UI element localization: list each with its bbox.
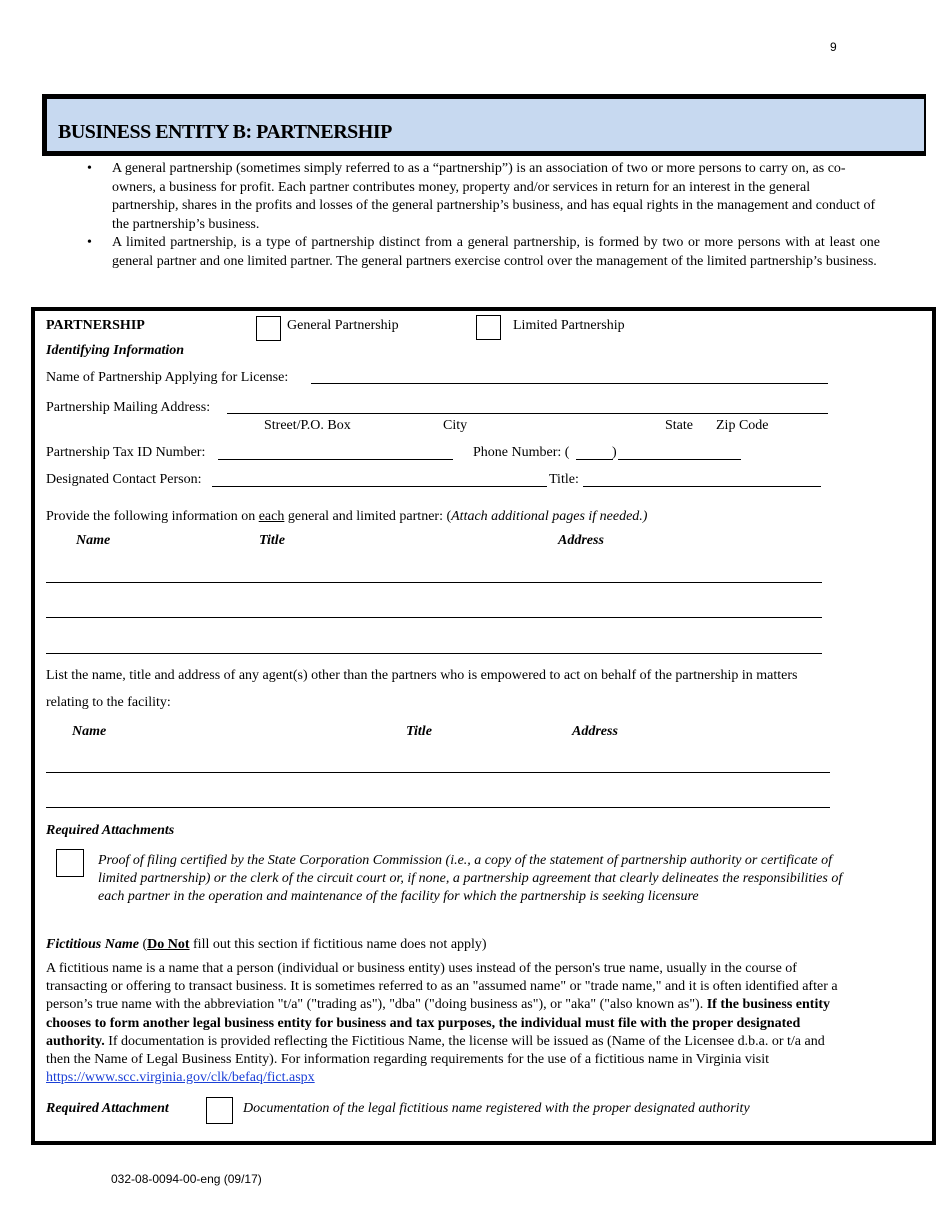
identifying-information-heading: Identifying Information [46,343,185,358]
tax-id-field[interactable] [218,459,453,460]
agent-row-line[interactable] [46,772,830,773]
agent-row-line[interactable] [46,807,830,808]
fictitious-name-explanation: A fictitious name is a name that a person (individual or business entity) uses instead of the person's true name, usually in the course of transacting or offering to transact business. It is sometimes referred to as an "assumed name" or "trade name," and it is often identified after a person’s true name with the abbreviation "t/a" ("trading as"), "dba" ("doing business as"), or "aka" ("also known as"). If the business entity chooses to form another legal business entity for business and tax purposes, the individual must file with the proper designated authority. If documentation is provided reflecting the Fictitious Name, the license will be issued as (Name of the Licensee d.b.a. or t/a and then the Name of Legal Business Entity). For information regarding requirements for the use of a fictitious name in Virginia visit https://www.scc.virginia.gov/clk/befaq/fict.aspx [46,961,838,1086]
bullet-limited-partnership: • A limited partnership, is a type of partnership distinct from a general partnership, is formed by two or more persons with at least one general partner and one limited partner. The general partners exercise control over the management of the limited partnership’s business. [112,234,880,271]
phone-area-code-field[interactable] [576,459,613,460]
limited-partnership-checkbox[interactable] [476,315,501,340]
intro-bullets [85,160,880,271]
form-code-footer: 032-08-0094-00-eng (09/17) [111,1172,262,1186]
tax-id-label: Partnership Tax ID Number: [46,445,206,460]
contact-title-label: Title: [549,472,579,487]
bullet-general-partnership: • A general partnership (sometimes simply referred to as a “partnership”) is an association of two or more persons to carry on, as co-owners, a business for profit. Each partner contributes money, property and/or services in return for an interest in the general partnership, shares in the profits and losses of the general partnership’s business, and has equal rights in the management and conduct of the partnership’s business. [112,160,880,234]
contact-person-field[interactable] [212,486,547,487]
fictitious-name-doc-description: Documentation of the legal fictitious name registered with the proper designated authority [243,1101,750,1116]
city-sublabel: City [443,418,468,433]
required-attachments-heading: Required Attachments [46,823,175,838]
partners-instruction: Provide the following information on each general and limited partner: (Attach additional pages if needed.) [46,509,648,524]
mailing-address-field[interactable] [227,413,828,414]
general-partnership-label: General Partnership [287,318,399,333]
scc-proof-checkbox[interactable] [56,849,84,877]
limited-partnership-label: Limited Partnership [513,318,625,333]
fictitious-name-doc-checkbox[interactable] [206,1097,233,1124]
phone-label: Phone Number: ( [473,445,570,460]
zip-sublabel: Zip Code [716,418,769,433]
fictitious-name-heading: Fictitious Name (Do Not fill out this section if fictitious name does not apply) [46,937,487,952]
partner-row-line[interactable] [46,617,822,618]
partnership-name-field[interactable] [311,383,828,384]
street-sublabel: Street/P.O. Box [264,418,351,433]
contact-person-label: Designated Contact Person: [46,472,202,487]
page-number: 9 [830,40,837,54]
agents-col-title: Title [406,724,432,739]
partner-row-line[interactable] [46,653,822,654]
partners-col-address: Address [558,533,604,548]
mailing-address-label: Partnership Mailing Address: [46,400,211,415]
agents-instruction-line2: relating to the facility: [46,695,171,710]
general-partnership-checkbox[interactable] [256,316,281,341]
section-title: BUSINESS ENTITY B: PARTNERSHIP [58,121,392,143]
partners-col-name: Name [76,533,111,548]
scc-proof-description: Proof of filing certified by the State Corporation Commission (i.e., a copy of the statement of partnership authority or certificate of limited partnership) or the clerk of the circuit court or, if none, a partnership agreement that clearly delineates the responsibilities of each partner in the operation and maintenance of the facility for which the partnership is seeking licensure [98,853,843,905]
partner-row-line[interactable] [46,582,822,583]
phone-number-field[interactable] [618,459,741,460]
agents-col-name: Name [72,724,107,739]
scc-fictitious-name-link[interactable]: https://www.scc.virginia.gov/clk/befaq/fict.aspx [46,1070,315,1086]
partnership-label: PARTNERSHIP [46,318,145,333]
partnership-name-label: Name of Partnership Applying for License: [46,370,289,385]
contact-title-field[interactable] [583,486,821,487]
agents-instruction-line1: List the name, title and address of any agent(s) other than the partners who is empowered to act on behalf of the partnership in matters [46,668,798,683]
agents-col-address: Address [572,724,618,739]
required-attachment-label: Required Attachment [46,1101,169,1116]
phone-paren-close: ) [612,445,617,460]
state-sublabel: State [665,418,693,433]
partners-col-title: Title [259,533,285,548]
